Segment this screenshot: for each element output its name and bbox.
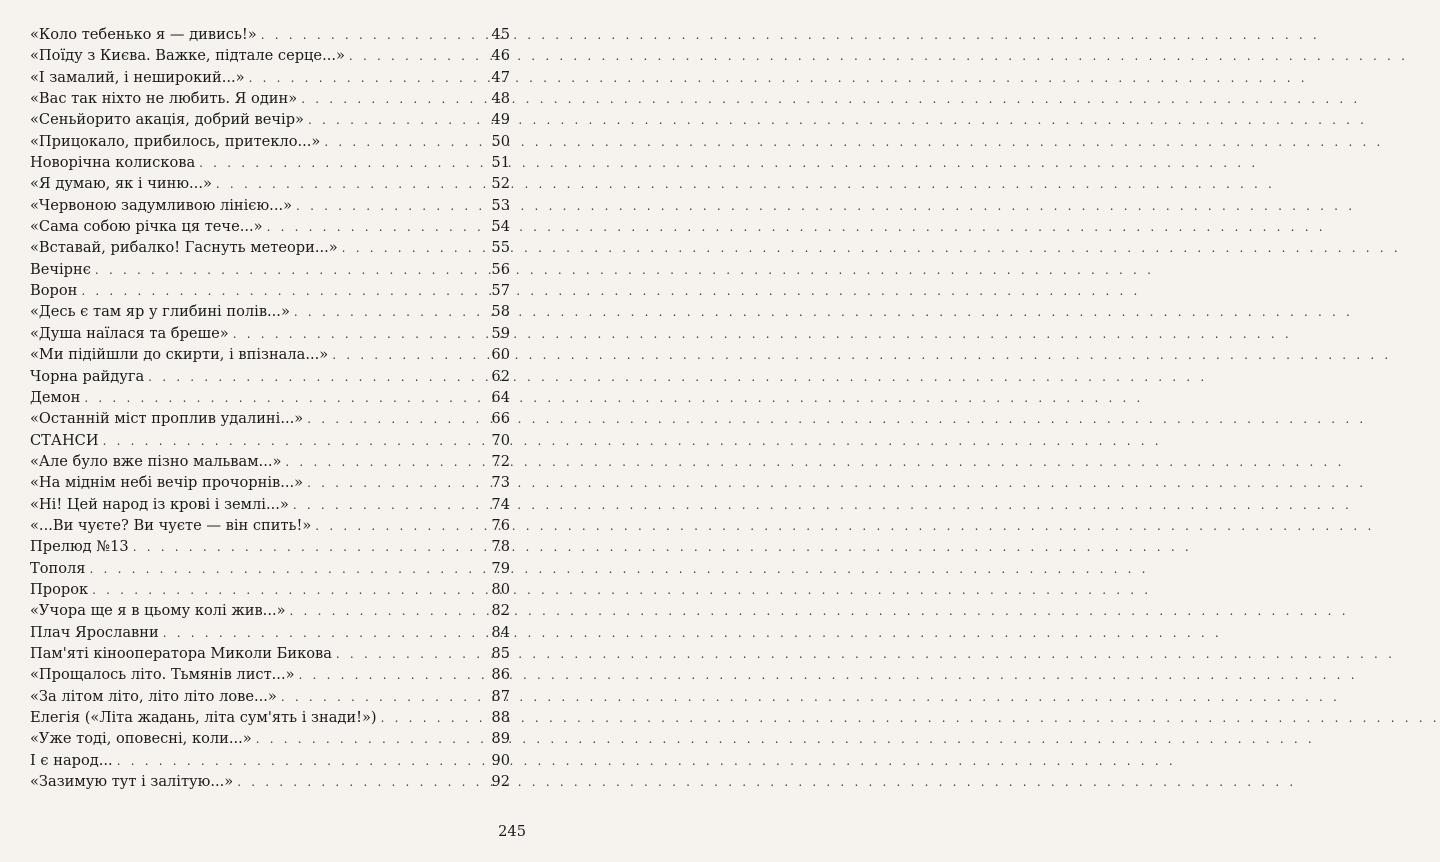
toc-entry-title: І є народ...: [30, 751, 113, 769]
toc-entry-page: 73: [491, 474, 510, 492]
toc-entry-title: «Прицокало, прибилось, притекло...»: [30, 132, 321, 150]
toc-entry-page: 46: [491, 47, 510, 65]
toc-entry: [30, 579, 510, 600]
toc-entry-page: 59: [491, 324, 510, 342]
toc-entry-title: Прелюд №13: [30, 538, 129, 556]
toc-entry: [30, 728, 510, 749]
toc-entry-title: «І замалий, і неширокий...»: [30, 68, 245, 86]
toc-entry-title: Новорічна колискова: [30, 154, 196, 172]
toc-entry-page: 90: [491, 751, 510, 769]
toc-entry-title: Ворон: [30, 282, 78, 300]
toc-dot-leader: [267, 217, 482, 238]
toc-dot-leader: [308, 110, 482, 131]
toc-entry: [30, 707, 510, 728]
toc-dot-leader: [249, 68, 482, 89]
toc-entry-title: «Коло тебенько я — дивись!»: [30, 26, 257, 43]
toc-entry-title: Чорна райдуга: [30, 367, 145, 385]
toc-entry: [30, 643, 510, 664]
toc-dot-leader: [90, 559, 482, 580]
toc-dot-leader: [336, 644, 482, 665]
toc-entry: [30, 280, 510, 301]
toc-entry-page: 88: [491, 709, 510, 726]
toc-entry-page: 76: [491, 516, 510, 534]
toc-entry-page: 80: [491, 580, 510, 598]
toc-entry: [30, 259, 510, 280]
toc-entry-title: «Учора ще я в цьому колі жив...»: [30, 602, 286, 620]
toc-entry-title: «Вставай, рибалко! Гаснуть метеори...»: [30, 239, 338, 257]
toc-dot-leader: [294, 302, 482, 323]
page-number: 245: [498, 823, 526, 840]
toc-dot-leader: [342, 238, 482, 259]
toc-entry-page: 55: [491, 239, 510, 257]
toc-entry-title: «Я думаю, як і чиню...»: [30, 175, 212, 193]
toc-entry: [30, 451, 510, 472]
toc-dot-leader: [281, 687, 482, 708]
toc-entry-page: 45: [491, 26, 510, 43]
toc-entry-page: 47: [491, 68, 510, 86]
toc-dot-leader: [301, 89, 482, 110]
toc-entry-page: 52: [491, 175, 510, 193]
toc-entry: [30, 323, 510, 344]
toc-entry-title: Вечірнє: [30, 260, 91, 278]
toc-entry-page: 66: [491, 410, 510, 428]
toc-entry-title: Плач Ярославни: [30, 623, 159, 641]
toc-dot-leader: [92, 580, 482, 601]
toc-entry-page: 79: [491, 559, 510, 577]
toc-entry-title: Тополя: [30, 559, 86, 577]
toc-entry-title: «Ні! Цей народ із крові і землі...»: [30, 495, 289, 513]
toc-dot-leader: [349, 46, 482, 67]
toc-entry: [30, 152, 510, 173]
toc-entry-page: 62: [491, 367, 510, 385]
toc-entry-title: «Останній міст проплив удалині...»: [30, 410, 304, 428]
toc-entry-page: 64: [491, 388, 510, 406]
toc-entry-page: 87: [491, 687, 510, 705]
toc-entry-title: «На міднім небі вечір прочорнів...»: [30, 474, 304, 492]
toc-entry: [30, 109, 510, 130]
toc-dot-leader: [237, 772, 482, 793]
toc-entry-title: «Душа наїлася та бреше»: [30, 324, 229, 342]
toc-entry-title: СТАНСИ: [30, 431, 99, 449]
toc-entry: [30, 88, 510, 109]
toc-entry: [30, 301, 510, 322]
toc-entry: [30, 67, 510, 88]
toc-dot-leader: [290, 601, 482, 622]
toc-entry-title: Демон: [30, 388, 81, 406]
toc-dot-leader: [81, 281, 482, 302]
toc-entry: [30, 430, 510, 451]
toc-dot-leader: [84, 388, 482, 409]
toc-entry-page: 89: [491, 730, 510, 748]
toc-dot-leader: [103, 431, 482, 452]
toc-dot-leader: [307, 473, 482, 494]
toc-entry: [30, 771, 510, 792]
toc-entry-page: 78: [491, 538, 510, 556]
toc-entry-page: 82: [491, 602, 510, 620]
toc-entry-title: «Прощалось літо. Тьмянів лист...»: [30, 666, 295, 684]
toc-entry-title: «Сама собою річка ця тече...»: [30, 218, 263, 236]
table-of-contents: [30, 24, 510, 792]
toc-entry: [30, 558, 510, 579]
toc-entry-title: «Уже тоді, оповесні, коли...»: [30, 730, 252, 748]
toc-entry-page: 50: [491, 132, 510, 150]
toc-entry: [30, 600, 510, 621]
toc-dot-leader: [95, 260, 482, 281]
toc-entry-page: 56: [491, 260, 510, 278]
toc-dot-leader: [199, 153, 482, 174]
toc-dot-leader: [148, 367, 482, 388]
toc-entry-page: 54: [491, 218, 510, 236]
toc-entry-page: 57: [491, 282, 510, 300]
toc-entry: [30, 173, 510, 194]
toc-entry-title: Пророк: [30, 580, 89, 598]
toc-entry-page: 92: [491, 773, 510, 791]
book-page: [0, 0, 556, 862]
toc-entry: [30, 664, 510, 685]
toc-entry-page: 85: [491, 644, 510, 662]
toc-dot-leader: [285, 452, 482, 473]
toc-entry-title: «Але було вже пізно мальвам...»: [30, 452, 282, 470]
toc-entry: [30, 622, 510, 643]
toc-entry-title: «Десь є там яр у глибині полів...»: [30, 303, 290, 321]
toc-dot-leader: [133, 537, 482, 558]
toc-entry-page: 74: [491, 495, 510, 513]
toc-dot-leader: [256, 729, 482, 750]
toc-dot-leader: [324, 132, 482, 153]
toc-entry: [30, 131, 510, 152]
toc-entry: [30, 515, 510, 536]
toc-dot-leader: [233, 324, 482, 345]
toc-entry-page: 53: [491, 196, 510, 214]
toc-dot-leader: [293, 495, 482, 516]
toc-entry: [30, 195, 510, 216]
toc-dot-leader: [117, 751, 482, 772]
toc-entry-title: «За літом літо, літо літо лове...»: [30, 687, 277, 705]
toc-entry-title: «Ми підійшли до скирти, і впізнала...»: [30, 346, 329, 364]
toc-entry: [30, 686, 510, 707]
toc-entry-title: «...Ви чуєте? Ви чуєте — він спить!»: [30, 516, 312, 534]
toc-entry: [30, 24, 510, 45]
toc-entry-title: «Поїду з Києва. Важке, підтале серце...»: [30, 47, 345, 65]
toc-dot-leader: [299, 665, 482, 686]
toc-entry-page: 58: [491, 303, 510, 321]
toc-entry-page: 86: [491, 666, 510, 684]
toc-dot-leader: [296, 196, 482, 217]
toc-dot-leader: [332, 345, 482, 366]
toc-entry-title: «Червоною задумливою лінією...»: [30, 196, 293, 214]
toc-entry: [30, 494, 510, 515]
toc-entry-page: 48: [491, 90, 510, 108]
toc-entry-page: 60: [491, 346, 510, 364]
toc-entry-title: «Зазимую тут і залітую...»: [30, 773, 234, 791]
toc-entry: [30, 472, 510, 493]
toc-entry: [30, 750, 510, 771]
toc-entry: [30, 366, 510, 387]
toc-entry-page: 51: [491, 154, 510, 172]
toc-dot-leader: [216, 174, 482, 195]
toc-entry-page: 70: [491, 431, 510, 449]
toc-entry-page: 72: [491, 452, 510, 470]
toc-entry: [30, 344, 510, 365]
toc-entry-title: «Вас так ніхто не любить. Я один»: [30, 90, 298, 108]
toc-dot-leader: [307, 409, 482, 430]
toc-entry: [30, 536, 510, 557]
toc-entry: [30, 408, 510, 429]
toc-entry: [30, 387, 510, 408]
toc-entry-page: 49: [491, 111, 510, 129]
toc-dot-leader: [315, 516, 482, 537]
toc-entry-title: Пам'яті кінооператора Миколи Бикова: [30, 644, 332, 662]
toc-entry-title: Елегія («Літа жадань, літа сум'ять і знади!»): [30, 709, 377, 726]
toc-entry: [30, 216, 510, 237]
toc-dot-leader: [261, 25, 482, 46]
toc-dot-leader: [163, 623, 482, 644]
toc-entry-page: 84: [491, 623, 510, 641]
toc-entry: [30, 45, 510, 66]
toc-dot-leader: [381, 708, 482, 729]
toc-entry: [30, 237, 510, 258]
toc-entry-title: «Сеньйорито акація, добрий вечір»: [30, 111, 304, 129]
